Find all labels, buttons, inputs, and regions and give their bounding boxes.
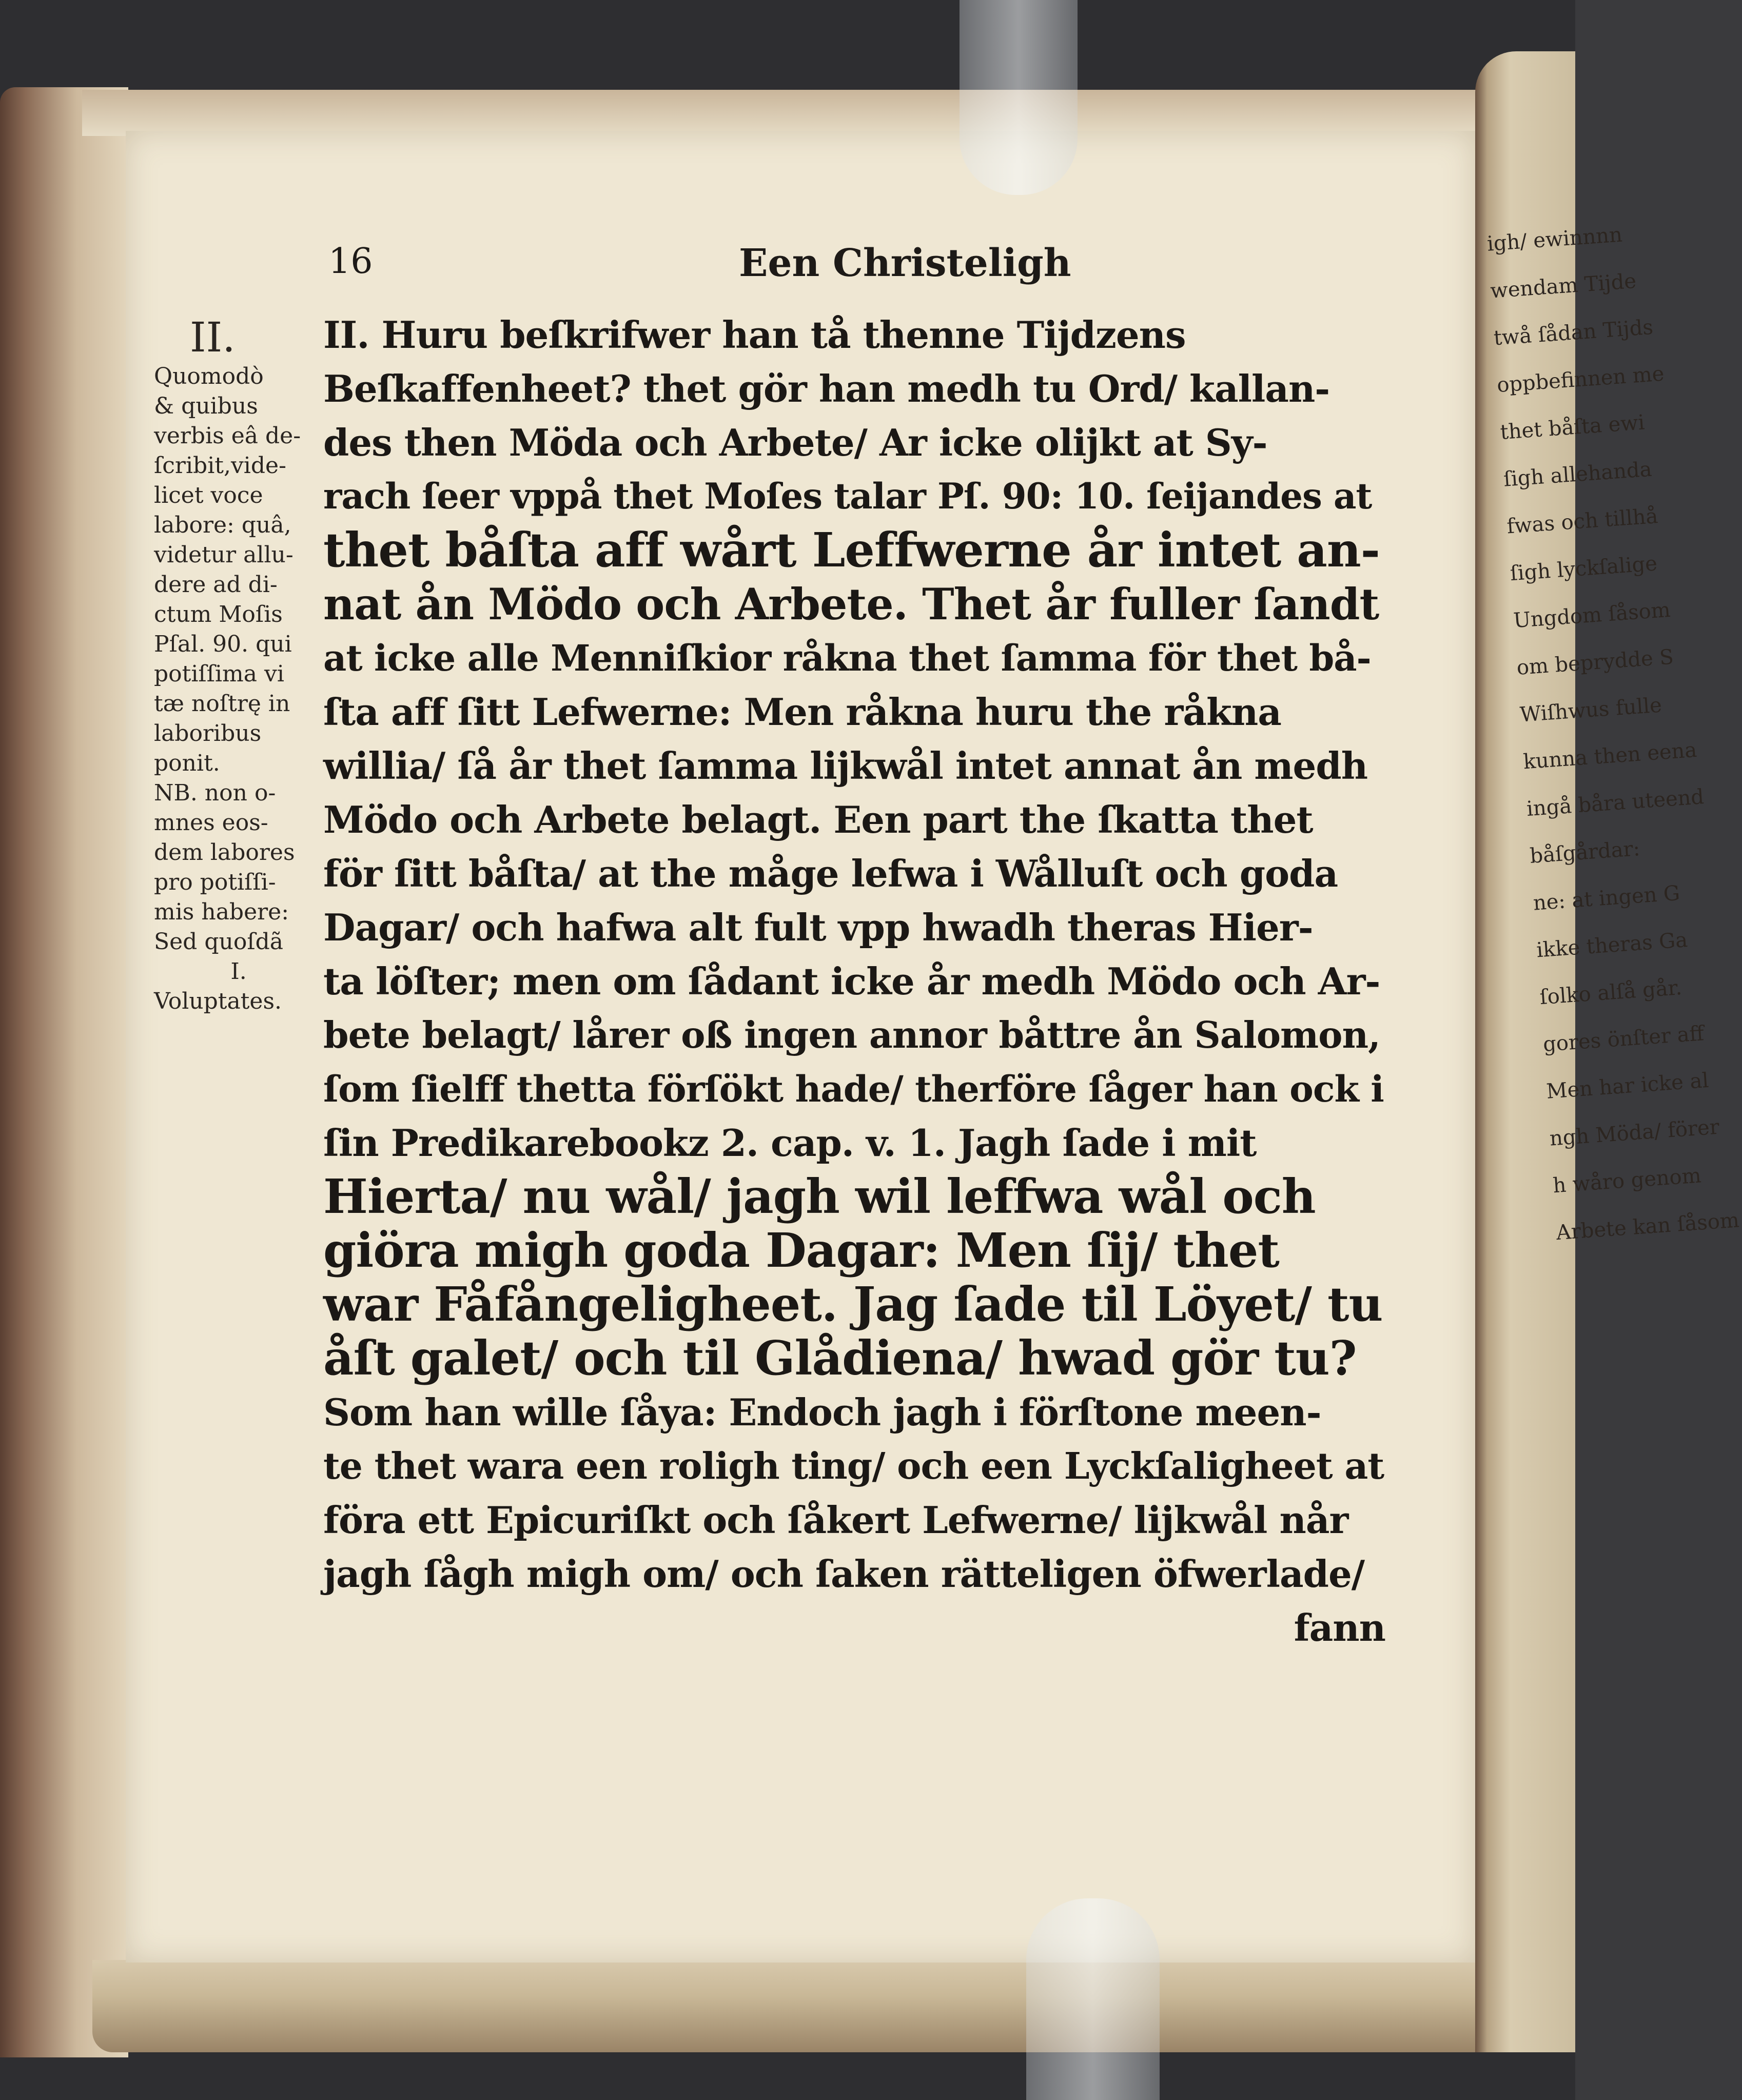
text-line: thet båſta aff wårt Leffwerne år intet an- — [323, 522, 1380, 578]
text-line: föra ett Epicuriſkt och ſåkert Lefwerne/ lijkwål når — [323, 1498, 1348, 1542]
text-line: ſom ſielff thetta förſökt hade/ therföre ſåger han ock i — [323, 1068, 1384, 1110]
facing-text-fragment: wendam Tijde — [1490, 269, 1637, 303]
margin-note-line: dem labores — [154, 839, 295, 866]
text-line: rach ſeer vppå thet Moſes talar Pſ. 90: 10. ſeijandes at — [323, 476, 1372, 517]
margin-note-line: ponit. — [154, 750, 220, 776]
text-line: willia/ ſå år thet ſamma lijkwål intet annat ån medh — [323, 744, 1368, 788]
facing-text-fragment: igh/ ewinnnn — [1486, 223, 1623, 256]
book-top-edge — [82, 90, 1493, 136]
facing-text-fragment: h wåro genom — [1552, 1164, 1702, 1198]
text-line: åſt galet/ och til Glådiena/ hwad gör tu? — [323, 1330, 1357, 1386]
margin-note-line: Pſal. 90. qui — [154, 631, 292, 657]
facing-text-fragment: ngh Möda/ förer — [1549, 1115, 1720, 1151]
text-line: för ſitt båſta/ at the måge lefwa i Wålluſt och goda — [323, 852, 1338, 895]
text-line: bete belagt/ lårer oß ingen annor båttre ån Salomon, — [323, 1013, 1380, 1056]
margin-note-line: Quomodò — [154, 363, 264, 389]
margin-note-line: dere ad di- — [154, 572, 278, 598]
margin-note-line: verbis eâ de- — [154, 423, 301, 449]
text-line: jagh ſågh migh om/ och ſaken rätteligen öfwerlade/ — [323, 1552, 1365, 1596]
margin-note-line: labore: quâ, — [154, 512, 291, 538]
facing-text-fragment: ne: at ingen G — [1532, 881, 1681, 915]
facing-text-fragment: ſigh allehanda — [1502, 457, 1653, 492]
facing-page-text — [1485, 208, 1742, 1257]
facing-text-fragment: gores önſter aff — [1542, 1022, 1705, 1057]
text-line: war Fåfångeligheet. Jag ſade til Löyet/ tu — [323, 1277, 1383, 1332]
margin-note-line: mnes eos- — [154, 810, 268, 836]
margin-note-line: Sed quoſdã — [154, 929, 284, 955]
facing-text-fragment: ikke theras Ga — [1535, 928, 1689, 963]
text-line: Hierta/ nu wål/ jagh wil leffwa wål och — [323, 1169, 1316, 1224]
text-line: des then Möda och Arbete/ Ar icke olijkt at Sy- — [323, 421, 1267, 464]
text-line: Mödo och Arbete belagt. Een part the ſkatta thet — [323, 798, 1313, 841]
text-line: ſta aff ſitt Lefwerne: Men råkna huru the råkna — [323, 690, 1281, 734]
facing-text-fragment: thet båſta ewi — [1499, 410, 1646, 444]
text-line: te thet wara een roligh ting/ och een Lyckſaligheet at — [323, 1444, 1384, 1487]
text-line: II. Huru beſkrifwer han tå thenne Tijdzens — [323, 313, 1186, 357]
facing-text-fragment: båſgårdar: — [1529, 837, 1641, 868]
margin-note-line: ſcribit,vide- — [154, 453, 286, 479]
text-line: Dagar/ och hafwa alt fult vpp hwadh theras Hier- — [323, 906, 1313, 949]
facing-text-fragment: ingå båra uteend — [1525, 785, 1705, 821]
margin-note-line: Voluptates. — [154, 988, 282, 1014]
margin-note-line: ctum Moſis — [154, 601, 283, 627]
facing-text-fragment: Wiſhwus fulle — [1519, 693, 1663, 727]
margin-note-line: & quibus — [154, 393, 258, 419]
text-line: nat ån Mödo och Arbete. Thet år fuller ſandt — [323, 579, 1379, 630]
margin-note-line: potiſſima vi — [154, 661, 284, 687]
facing-text-fragment: ſolko alſå går. — [1539, 975, 1683, 1010]
facing-text-fragment: om beprydde S — [1516, 645, 1675, 680]
margin-note-line: I. — [230, 958, 247, 985]
margin-note-line: mis habere: — [154, 899, 289, 925]
facing-text-fragment: ſigh lyckſalige — [1509, 552, 1658, 586]
facing-page — [1475, 51, 1740, 2052]
facing-text-fragment: oppbefinnen me — [1496, 362, 1665, 398]
facing-text-fragment: Men har icke al — [1545, 1068, 1710, 1104]
facing-text-fragment: Ungdom ſåsom — [1512, 598, 1672, 633]
plastic-clip-bottom — [1026, 1898, 1160, 2100]
text-line: giöra migh goda Dagar: Men ſij/ thet — [323, 1223, 1279, 1278]
book-bottom-edge — [92, 1960, 1488, 2052]
margin-notes — [154, 313, 323, 1016]
text-line: ſin Predikarebookz 2. cap. v. 1. Jagh ſade i mit — [323, 1121, 1257, 1165]
text-line: at icke alle Menniſkior råkna thet ſamma för thet bå- — [323, 637, 1371, 679]
facing-text-fragment: twå ſådan Tijds — [1493, 315, 1654, 350]
margin-note-line: NB. non o- — [154, 780, 276, 806]
margin-section-number: II. — [190, 313, 236, 361]
margin-note-line: licet voce — [154, 482, 263, 508]
book-fore-edge-left — [0, 87, 128, 2057]
margin-note-line: videtur allu- — [154, 542, 293, 568]
running-title: Een Christeligh — [739, 241, 1071, 285]
margin-note-line: laboribus — [154, 720, 262, 747]
text-line: ta löſter; men om ſådant icke år medh Mödo och Ar- — [323, 959, 1380, 1003]
text-line: Beſkaffenheet? thet gör han medh tu Ord/ kallan- — [323, 367, 1330, 410]
margin-note-line: tæ noſtrę in — [154, 691, 290, 717]
margin-note-line: pro potiſſi- — [154, 869, 276, 895]
main-text-block — [323, 308, 1385, 1655]
page-number: 16 — [328, 241, 373, 282]
text-line: fann — [1294, 1606, 1385, 1650]
text-line: Som han wille ſåya: Endoch jagh i förſtone meen- — [323, 1390, 1321, 1434]
plastic-clip-top — [960, 0, 1078, 195]
facing-text-fragment: Arbete kan ſåsom — [1555, 1208, 1740, 1245]
facing-text-fragment: kunna then eena — [1522, 738, 1698, 774]
facing-text-fragment: fwas och tillhå — [1506, 504, 1659, 539]
